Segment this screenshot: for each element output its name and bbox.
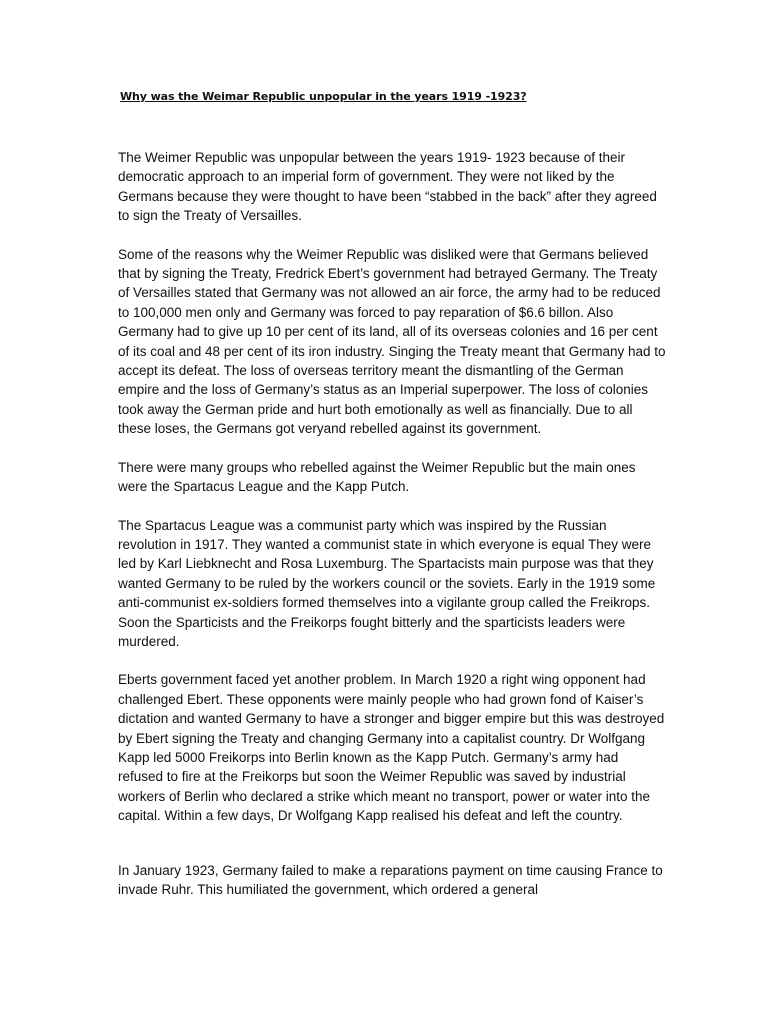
- paragraph-ruhr: In January 1923, Germany failed to make a reparations payment on time causing France to invade Ruhr. This humiliated the government, which ordered a general: [118, 862, 663, 897]
- paragraph-rebel-groups: There were many groups who rebelled against the Weimer Republic but the main ones were the Spartacus League and the Kapp Putch.: [118, 459, 636, 495]
- document-title: Why was the Weimar Republic unpopular in the years 1919 -1923?: [120, 90, 527, 103]
- paragraph-spartacus-league: The Spartacus League was a communist party which was inspired by the Russian revolution in 1917. They wanted a communist state in which everyone is equal They were led by Karl Liebknecht and Rosa Luxemburg. The Spartacists main purpose was that they wanted Germany to be ruled by the workers council or the soviets. Early in the 1919 some anti-communist ex-soldiers formed themselves into a vigilante group called the Freikrops. Soon the Sparticists and the Freikorps fought bitterly and the sparticists leaders were murdered.: [118, 517, 656, 649]
- document-body: [118, 148, 666, 918]
- paragraph-kapp-putch: Eberts government faced yet another problem. In March 1920 a right wing opponent had challenged Ebert. These opponents were mainly people who had grown fond of Kaiser’s dictation and wanted Germany to have a stronger and bigger empire but this was destroyed by Ebert signing the Treaty and changing Germany into a capitalist country. Dr Wolfgang Kapp led 5000 Freikorps into Berlin known as the Kapp Putch. Germany’s army had refused to fire at the Freikorps but soon the Weimer Republic was saved by industrial workers of Berlin who declared a strike which meant no transport, power or water into the capital. Within a few days, Dr Wolfgang Kapp realised his defeat and left the country.: [118, 672, 665, 824]
- paragraph-reasons: Some of the reasons why the Weimer Republic was disliked were that Germans believed that by signing the Treaty, Fredrick Ebert’s government had betrayed Germany. The Treaty of Versailles stated that Germany was not allowed an air force, the army had to be reduced to 100,000 men only and Germany was forced to pay reparation of $6.6 billon. Also Germany had to give up 10 per cent of its land, all of its overseas colonies and 16 per cent of its coal and 48 per cent of its iron industry. Singing the Treaty meant that Germany had to accept its defeat. The loss of overseas territory meant the dismantling of the German empire and the loss of Germany’s status as an Imperial superpower. The loss of colonies took away the German pride and hurt both emotionally as well as financially. Due to all these loses, the Germans got veryand rebelled against its government.: [118, 246, 666, 437]
- paragraph-intro: The Weimer Republic was unpopular between the years 1919- 1923 because of their democratic approach to an imperial form of government. They were not liked by the Germans because they were thought to have been “stabbed in the back” after they agreed to sign the Treaty of Versailles.: [118, 150, 657, 224]
